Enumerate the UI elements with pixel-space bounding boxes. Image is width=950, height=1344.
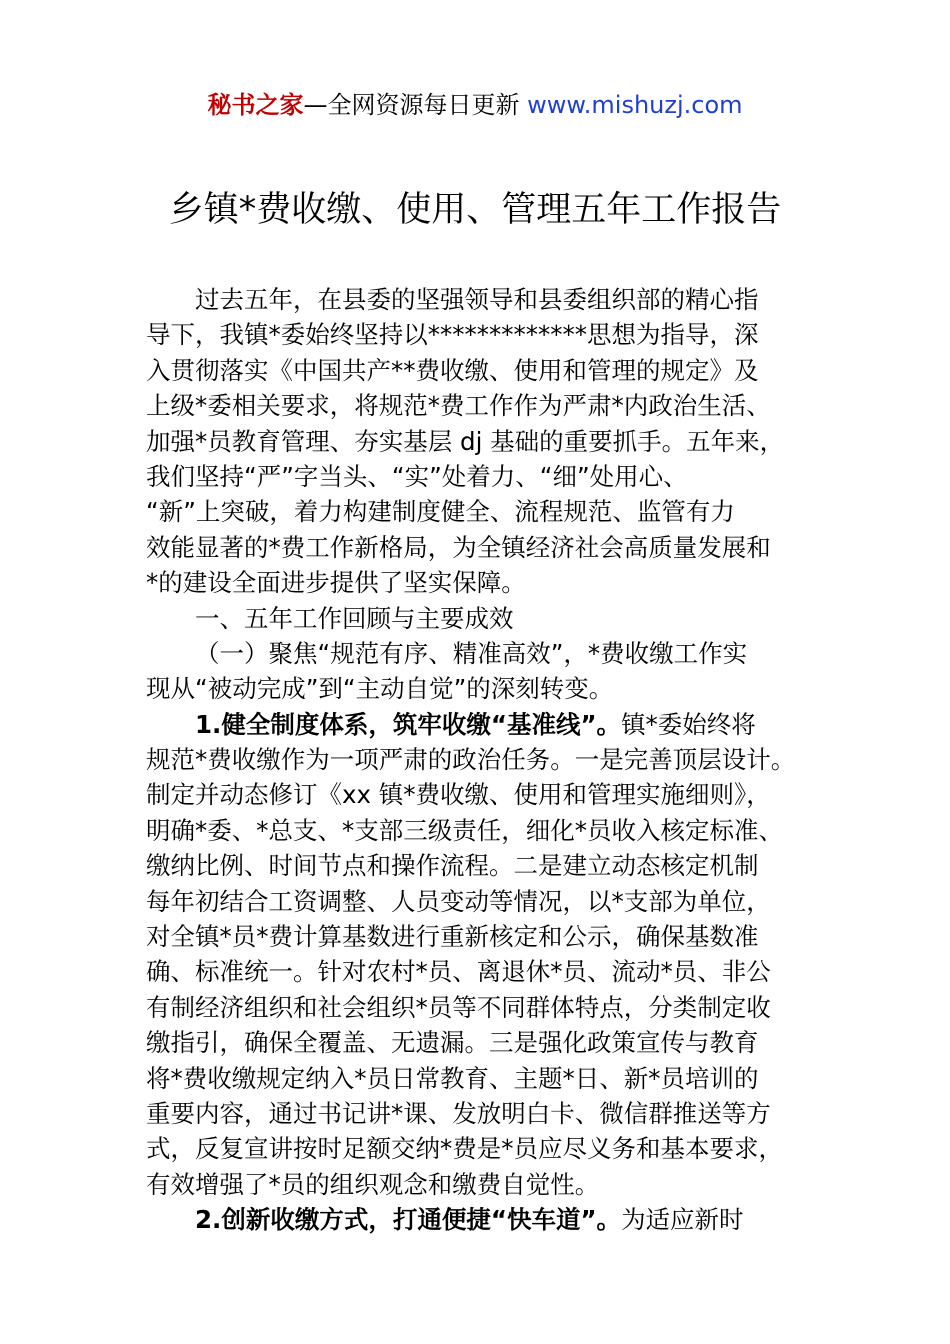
document-body: [146, 282, 836, 1238]
paragraph-line: 重要内容，通过书记讲*课、发放明白卡、微信群推送等方: [146, 1098, 771, 1128]
paragraph-line: *的建设全面进步提供了坚实保障。: [146, 568, 526, 598]
paragraph-line: 有效增强了*员的组织观念和缴费自觉性。: [146, 1169, 600, 1199]
paragraph-line: 导下，我镇*委始终坚持以*************思想为指导，深: [146, 320, 759, 350]
paragraph-line: 将*费收缴规定纳入*员日常教育、主题*日、新*员培训的: [146, 1063, 759, 1093]
paragraph-line: “新”上突破，着力构建制度健全、流程规范、监管有力: [146, 497, 735, 527]
site-brand: 秘书之家: [207, 91, 304, 119]
paragraph-line: 缴指引，确保全覆盖、无遗漏。三是强化政策宣传与教育: [146, 1028, 759, 1058]
section-heading: 一、五年工作回顾与主要成效: [195, 603, 514, 633]
paragraph-line: 上级*委相关要求，将规范*费工作作为严肃*内政治生活、: [146, 391, 771, 421]
paragraph-line: 对全镇*员*费计算基数进行重新核定和公示，确保基数准: [146, 922, 759, 952]
site-header: [0, 88, 950, 122]
paragraph-line: 过去五年，在县委的坚强领导和县委组织部的精心指: [195, 285, 759, 314]
paragraph-line: 明确*委、*总支、*支部三级责任，细化*员收入核定标准、: [146, 815, 783, 845]
item-text: 为适应新时: [621, 1205, 744, 1235]
paragraph-line: 式，反复宣讲按时足额交纳*费是*员应尽义务和基本要求，: [146, 1134, 783, 1164]
item-text: 镇*委始终将: [621, 709, 756, 739]
paragraph-line: 规范*费收缴作为一项严肃的政治任务。一是完善顶层设计。: [146, 745, 796, 775]
paragraph-line: 确、标准统一。针对农村*员、离退休*员、流动*员、非公: [146, 957, 771, 987]
paragraph-line: 有制经济组织和社会组织*员等不同群体特点，分类制定收: [146, 992, 771, 1022]
paragraph-line: [146, 707, 836, 742]
paragraph-line: 效能显著的*费工作新格局，为全镇经济社会高质量发展和: [146, 532, 771, 562]
paragraph-line: 缴纳比例、时间节点和操作流程。二是建立动态核定机制: [146, 851, 759, 881]
paragraph-line: 入贯彻落实《中国共产**费收缴、使用和管理的规定》及: [146, 355, 759, 385]
site-tagline: —全网资源每日更新: [303, 91, 528, 119]
site-url-link[interactable]: www.mishuzj.com: [527, 91, 743, 119]
item-heading: 2.创新收缴方式，打通便捷“快车道”。: [195, 1205, 622, 1235]
subsection-heading: 现从“被动完成”到“主动自觉”的深刻转变。: [146, 674, 614, 704]
paragraph-line: 制定并动态修订《xx 镇*费收缴、使用和管理实施细则》，: [146, 780, 771, 810]
paragraph-line: [146, 1202, 836, 1237]
paragraph-line: 加强*员教育管理、夯实基层 dj 基础的重要抓手。五年来，: [146, 426, 785, 456]
subsection-heading: （一）聚焦“规范有序、精准高效”，*费收缴工作实: [195, 638, 748, 668]
item-heading: 1.健全制度体系，筑牢收缴“基准线”。: [195, 709, 622, 739]
document-title: 乡镇*费收缴、使用、管理五年工作报告: [168, 190, 782, 230]
paragraph-line: 每年初结合工资调整、人员变动等情况，以*支部为单位，: [146, 886, 771, 916]
paragraph-line: 我们坚持“严”字当头、“实”处着力、“细”处用心、: [146, 461, 688, 491]
